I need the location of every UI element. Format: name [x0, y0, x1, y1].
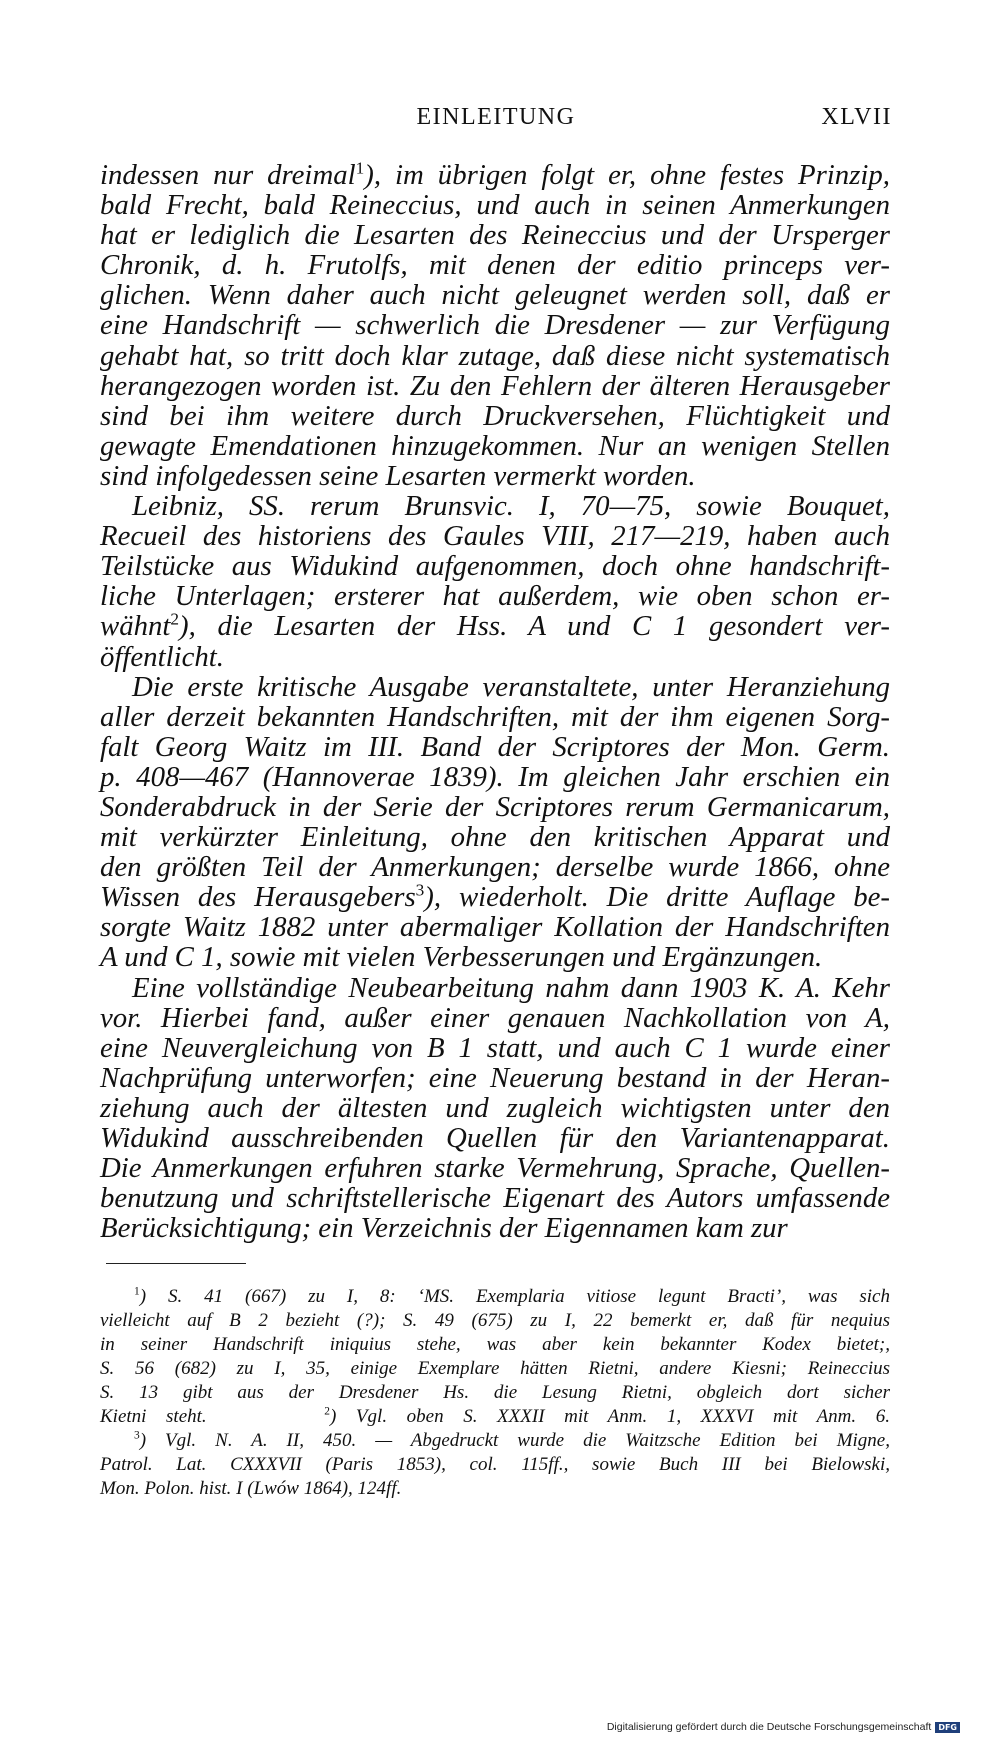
body-line	[100, 792, 890, 822]
footnote-text: S. 13 gibt aus der Dresdener Hs. die Lesung Rietni, obgleich dort sicher	[100, 1382, 890, 1403]
footnote-text: S. 56 (682) zu I, 35, einige Exemplare hätten Rietni, andere Kiesni; Reineccius	[100, 1358, 890, 1379]
footnotes	[100, 1285, 890, 1501]
body-line	[100, 1093, 890, 1123]
body-line	[100, 642, 890, 672]
body-line	[100, 942, 890, 972]
body-text-run: ), die Lesarten der Hss. A und C 1 gesondert ver-	[179, 610, 890, 643]
footnote-ref: 1	[355, 158, 365, 178]
footnote-mark: 3	[134, 1429, 140, 1442]
body-line	[100, 521, 890, 551]
digitization-credit	[607, 1720, 960, 1734]
digitization-credit-text: Digitalisierung gefördert durch die Deutsche Forschungsgemeinschaft	[606, 1721, 932, 1733]
body-text-run: falt Georg Waitz im III. Band der Scriptores der Mon. Germ.	[100, 730, 890, 763]
body-text-run: eine Neuvergleichung von B 1 statt, und auch C 1 wurde einer	[100, 1031, 890, 1064]
body-text-run: ), wiederholt. Die dritte Auflage be-	[424, 881, 890, 914]
body-line	[100, 220, 890, 250]
body-line	[100, 912, 890, 942]
body-line	[100, 611, 890, 641]
body-text-run: sind bei ihm weitere durch Druckversehen, Flüchtigkeit und	[100, 399, 890, 432]
body-line	[100, 732, 890, 762]
body-text-run: vor. Hierbei fand, außer einer genauen Nachkollation von A,	[100, 1001, 890, 1034]
footnote-line	[100, 1405, 890, 1429]
body-line	[100, 1003, 890, 1033]
footnote-line	[100, 1477, 890, 1501]
footnote-ref: 3	[415, 880, 425, 900]
body-text-run: wähnt	[100, 610, 171, 643]
body-line	[100, 190, 890, 220]
body-line	[100, 882, 890, 912]
body-text-run: Recueil des historiens des Gaules VIII, 217—219, haben auch	[100, 520, 890, 553]
body-line	[100, 310, 890, 340]
page-number: XLVII	[821, 104, 892, 130]
body-text-run: Die erste kritische Ausgabe veranstaltete, unter Heranziehung	[132, 670, 890, 703]
body-text-run: sorgte Waitz 1882 unter abermaliger Kollation der Handschriften	[100, 911, 890, 944]
body-text-run: indessen nur dreimal	[100, 159, 356, 191]
body-text-run: A und C 1, sowie mit vielen Verbesserungen und Ergänzungen.	[100, 941, 823, 974]
body-line	[100, 431, 890, 461]
body-line	[100, 822, 890, 852]
body-line	[100, 1063, 890, 1093]
body-text-run: gewagte Emendationen hinzugekommen. Nur an wenigen Stellen	[100, 429, 890, 462]
body-line	[100, 852, 890, 882]
body-text-run: öffentlicht.	[100, 640, 224, 673]
body-text-run: Widukind ausschreibenden Quellen für den Variantenapparat.	[100, 1122, 890, 1154]
body-text-run: herangezogen worden ist. Zu den Fehlern der älteren Herausgeber	[100, 369, 890, 402]
body-text-run: Nachprüfung unterworfen; eine Neuerung bestand in der Heran-	[100, 1061, 890, 1094]
running-head	[100, 104, 892, 134]
body-text-run: hat er lediglich die Lesarten des Reineccius und der Ursperger	[100, 219, 890, 252]
footnote-text: Patrol. Lat. CXXXVII (Paris 1853), col. 115ff., sowie Buch III bei Bielowski,	[100, 1454, 890, 1475]
body-text-run: eine Handschrift — schwerlich die Dresdener — zur Verfügung	[100, 309, 890, 342]
footnote-line	[100, 1453, 890, 1477]
body-line	[100, 762, 890, 792]
footnote-text: vielleicht auf B 2 bezieht (?); S. 49 (675) zu I, 22 bemerkt er, daß für nequius	[100, 1310, 890, 1331]
body-line	[100, 581, 890, 611]
body-text-run: liche Unterlagen; ersterer hat außerdem, wie oben schon er-	[100, 580, 890, 613]
body-text-run: benutzung und schriftstellerische Eigenart des Autors umfassende	[100, 1182, 890, 1215]
footnote-line	[100, 1381, 890, 1405]
body-text	[100, 160, 890, 1243]
body-line	[100, 551, 890, 581]
body-text-run: mit verkürzter Einleitung, ohne den kritischen Apparat und	[100, 821, 890, 854]
body-line	[100, 1033, 890, 1063]
body-line	[100, 672, 890, 702]
footnote-line	[100, 1429, 890, 1453]
body-line	[100, 973, 890, 1003]
body-text-run: Sonderabdruck in der Serie der Scriptores rerum Germanicarum,	[100, 790, 890, 823]
body-text-run: Chronik, d. h. Frutolfs, mit denen der editio princeps ver-	[100, 249, 890, 282]
body-line	[100, 401, 890, 431]
body-line	[100, 461, 890, 491]
body-line	[100, 280, 890, 310]
footnote-text: ) Vgl. oben S. XXXII mit Anm. 1, XXXVI mit Anm. 6.	[330, 1406, 891, 1427]
body-text-run: Die Anmerkungen erfuhren starke Vermehrung, Sprache, Quellen-	[100, 1152, 890, 1185]
body-line	[100, 702, 890, 732]
body-text-run: Leibniz, SS. rerum Brunsvic. I, 70—75, sowie Bouquet,	[132, 490, 890, 523]
body-line	[100, 1213, 890, 1243]
body-text-run: den größten Teil der Anmerkungen; derselbe wurde 1866, ohne	[100, 851, 890, 884]
body-line	[100, 1153, 890, 1183]
footnote-rule	[106, 1263, 246, 1264]
footnote-text: in seiner Handschrift iniquius stehe, was aber kein bekannter Kodex bietet;,	[100, 1334, 890, 1355]
body-line	[100, 371, 890, 401]
footnote-ref: 2	[170, 609, 180, 629]
footnote-text: Kietni steht.	[100, 1406, 325, 1427]
body-line	[100, 1123, 890, 1153]
footnote-mark: 1	[134, 1285, 140, 1298]
body-text-run: p. 408—467 (Hannoverae 1839). Im gleichen Jahr erschien ein	[100, 760, 890, 793]
footnote-line	[100, 1285, 890, 1309]
body-text-run: Teilstücke aus Widukind aufgenommen, doch ohne handschrift-	[100, 550, 890, 583]
body-line	[100, 1183, 890, 1213]
footnote-text: ) Vgl. N. A. II, 450. — Abgedruckt wurde die Waitzsche Edition bei Migne,	[139, 1430, 890, 1451]
body-line	[100, 491, 890, 521]
body-line	[100, 341, 890, 371]
footnote-line	[100, 1333, 890, 1357]
body-line	[100, 160, 890, 190]
body-text-run: bald Frecht, bald Reineccius, und auch in seinen Anmerkungen	[100, 189, 890, 222]
footnote-text: ) S. 41 (667) zu I, 8: ‘MS. Exemplaria vitiose legunt Bracti’, was sich	[139, 1286, 890, 1307]
body-text-run: aller derzeit bekannten Handschriften, mit der ihm eigenen Sorg-	[100, 700, 890, 733]
body-text-run: sind infolgedessen seine Lesarten vermerkt worden.	[100, 459, 696, 492]
running-head-title: EINLEITUNG	[416, 104, 576, 130]
footnote-text: Mon. Polon. hist. I (Lwów 1864), 124ff.	[100, 1478, 402, 1499]
body-text-run: Berücksichtigung; ein Verzeichnis der Eigennamen kam zur	[100, 1212, 788, 1245]
body-text-run: ziehung auch der ältesten und zugleich wichtigsten unter den	[100, 1091, 890, 1124]
footnote-line	[100, 1357, 890, 1381]
body-text-run: glichen. Wenn daher auch nicht geleugnet werden soll, daß er	[100, 279, 890, 312]
body-text-run: Wissen des Herausgebers	[100, 881, 416, 914]
body-text-run: ), im übrigen folgt er, ohne festes Prinzip,	[364, 159, 891, 191]
footnote-mark: 2	[324, 1405, 330, 1418]
dfg-logo: DFG	[935, 1722, 960, 1733]
body-text-run: Eine vollständige Neubearbeitung nahm dann 1903 K. A. Kehr	[132, 971, 890, 1004]
body-line	[100, 250, 890, 280]
body-text-run: gehabt hat, so tritt doch klar zutage, daß diese nicht systematisch	[100, 339, 890, 372]
footnote-line	[100, 1309, 890, 1333]
